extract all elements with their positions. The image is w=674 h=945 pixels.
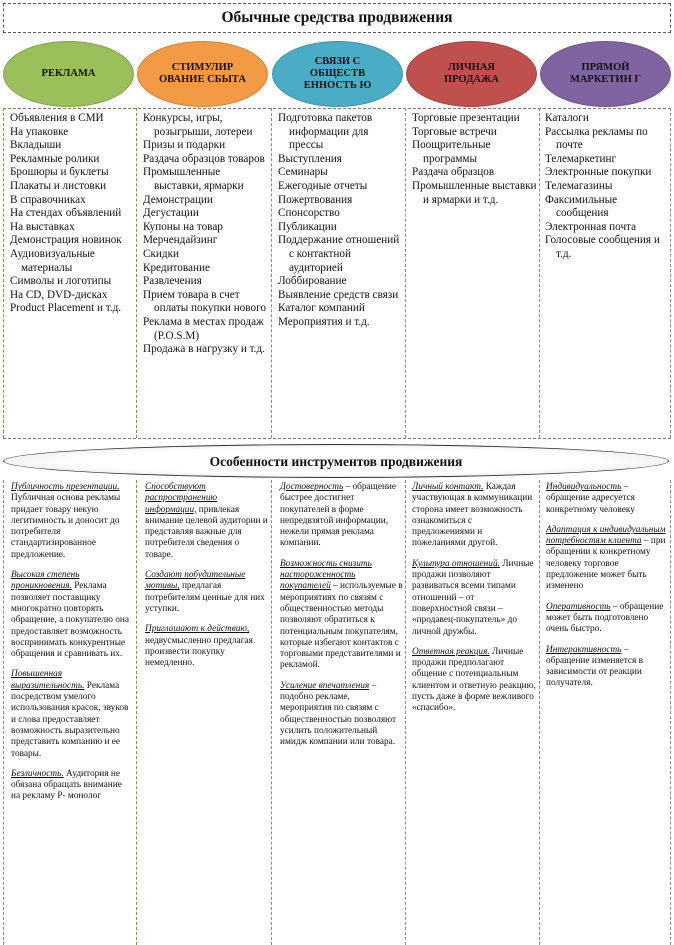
feature-heading: Способствуют распространению информации,	[145, 482, 218, 515]
list-item: Голосовые сообщения и т.д.	[545, 234, 660, 260]
feature-text: – используемые в мероприятиях по связям с общественностью методы позволяют обратиться к потенциальным покупателям, которые избегают контактов с торговыми представителями и рекламой.	[280, 581, 403, 671]
list-item: Призы и подарки	[143, 139, 226, 152]
list-item: Факсимильные сообщения	[545, 193, 618, 220]
list-item: На упаковке	[10, 125, 69, 138]
features-reklama	[11, 482, 133, 812]
upper-grid-top	[3, 108, 671, 109]
oval-svyazi	[272, 41, 403, 107]
feature-block	[280, 559, 403, 672]
list-item: Торговые встречи	[412, 125, 497, 138]
oval-label: РЕКЛАМА	[41, 68, 96, 79]
list-item: Продажа в нагрузку и т.д.	[143, 343, 265, 356]
lower-divider	[136, 480, 137, 945]
feature-block	[412, 482, 536, 550]
feature-text: Реклама позволяет поставщику многократно повторять обращение, а покупателю она предоставляет возможность воспринимать конкурентные обращения и сравнивать их.	[11, 581, 129, 660]
column-stimulirovanie	[143, 112, 269, 357]
list-item: Раздача образцов	[412, 166, 495, 179]
feature-block	[546, 602, 668, 636]
oval-pryamoy	[540, 41, 671, 107]
feature-block	[546, 482, 668, 516]
list-item: Product Placement и т.д.	[10, 302, 122, 315]
list-item: Торговые презентации	[412, 112, 520, 124]
oval-label: ПРЯМОЙ МАРКЕТИН Г	[569, 62, 642, 85]
feature-text: недвусмысленно предлагая произвести покупку немедленно.	[145, 635, 253, 669]
feature-heading: Ответная реакция.	[412, 646, 490, 657]
lower-divider	[271, 480, 272, 945]
column-reklama	[10, 112, 134, 316]
feature-block	[412, 559, 536, 638]
feature-text: – обращение изменяется в зависимости от реакции получателя.	[546, 644, 644, 689]
list-item: Демонстрации	[143, 193, 213, 206]
feature-block	[145, 624, 269, 669]
feature-text: Реклама посредством умелого использования красок, звуков и слова предоставляет возможность выразительно представить компанию и ее товары.	[11, 680, 129, 759]
feature-text: Аудитория не обязана обращать внимание на рекламу Р- монолог	[11, 768, 122, 802]
list-item: Поддержание отношений с контактной аудиторией	[278, 234, 400, 274]
list-item: Аудиовизуальные материалы	[10, 247, 95, 274]
list-item: Раздача образцов товаров	[143, 152, 265, 165]
list-item: Телемаркетинг	[545, 152, 617, 165]
feature-block	[412, 647, 536, 715]
list-item: Демонстрация новинок	[10, 234, 122, 247]
list-item: Семинары	[278, 166, 328, 179]
feature-block	[11, 482, 133, 561]
oval-stimulirovanie	[137, 41, 268, 107]
feature-block	[11, 669, 133, 759]
feature-text: Публичная основа рекламы придает товару некую легитимность и доносит до потребителя стандартизированное предложение.	[11, 493, 121, 560]
list-item: Плакаты и листовки	[10, 179, 107, 192]
list-item: На CD, DVD-дисках	[10, 288, 108, 301]
upper-grid-bottom	[3, 438, 671, 439]
list-item: Каталоги	[545, 112, 589, 124]
list-item: Дегустации	[143, 207, 199, 220]
list-item: Публикации	[278, 220, 337, 233]
list-item: Промышленные выставки, ярмарки	[143, 166, 244, 192]
upper-divider	[3, 108, 4, 438]
feature-heading: Публичность презентации.	[11, 482, 120, 492]
feature-heading: Достоверность	[280, 482, 344, 492]
list-item: Скидки	[143, 247, 179, 260]
list-item: Лоббирование	[278, 275, 347, 288]
list-item: На стендах объявлений	[10, 207, 122, 220]
feature-text: – подобно рекламе, мероприятия по связям с общественностью позволяют усилить положительный имидж компании или товара.	[280, 680, 397, 748]
lower-divider	[670, 480, 671, 945]
lower-divider	[3, 480, 4, 945]
features-banner: Особенности инструментов продвижения	[3, 444, 669, 478]
feature-heading: Повышенная выразительность.	[11, 669, 85, 691]
list-item: Поощрительные программы	[412, 139, 491, 165]
list-item: Купоны на товар	[143, 220, 223, 233]
list-item: Реклама в местах продаж (P.O.S.M)	[143, 315, 264, 342]
list-item: Электронные покупки	[545, 166, 652, 179]
list-item: Подготовка пакетов информации для прессы	[278, 112, 373, 152]
oval-label: ЛИЧНАЯ ПРОДАЖА	[444, 62, 499, 85]
feature-heading: Безличность.	[11, 768, 64, 779]
upper-divider	[271, 108, 272, 438]
feature-text: Личные продажи позволяют развиваться всеми типами отношений – от поверхностной связи – «продавец-покупатель» до личной дружбы.	[412, 558, 534, 637]
list-item: Мерчендайзинг	[143, 234, 218, 247]
feature-heading: Создают побудительные мотивы,	[145, 570, 246, 592]
list-item: Конкурсы, игры, розыгрыши, лотереи	[143, 112, 253, 138]
column-svyazi	[278, 112, 404, 330]
list-item: Выявление средств связи	[278, 288, 399, 301]
upper-divider	[670, 108, 671, 438]
feature-heading: Приглашают к действию,	[145, 624, 250, 635]
feature-text: – при обращении к конкретному человеку торговое предложение может быть изменено	[546, 536, 666, 592]
list-item: Ежегодные отчеты	[278, 179, 368, 192]
oval-label: СВЯЗИ С ОБЩЕСТВ ЕННОСТЬ Ю	[303, 56, 372, 91]
feature-block	[546, 645, 668, 690]
feature-heading: Возможность снизить настороженность покупателей	[280, 558, 372, 592]
lower-divider	[539, 480, 540, 945]
feature-block	[145, 570, 269, 615]
features-svyazi	[280, 482, 403, 758]
list-item: Рассылка рекламы по почте	[545, 125, 648, 152]
list-item: Мероприятия и т.д.	[278, 315, 370, 328]
list-item: В справочниках	[10, 193, 86, 206]
feature-block	[145, 482, 269, 561]
features-lichnaya	[412, 482, 536, 724]
feature-block	[546, 525, 668, 593]
upper-divider	[539, 108, 540, 438]
list-item: Объявления в СМИ	[10, 112, 104, 124]
feature-block	[280, 681, 403, 749]
features-stimulirovanie	[145, 482, 269, 678]
page-title: Обычные средства продвижения	[3, 3, 671, 33]
list-item: Кредитование	[143, 261, 210, 274]
list-item: Прием товара в счет оплаты покупки нового	[143, 288, 266, 315]
list-item: Спонсорство	[278, 207, 340, 220]
feature-text: Личные продажи предполагают общение с потенциальным клиентом и ответную реакцию, пусть даже в форме вежливого «спасибо».	[412, 646, 536, 714]
feature-text: – обращение может быть подготовлено очень быстро.	[546, 601, 664, 635]
list-item: Промышленные выставки и ярмарки и т.д.	[412, 179, 537, 206]
list-item: Брошюры и буклеты	[10, 166, 109, 179]
list-item: Телемагазины	[545, 179, 613, 192]
feature-text: – обращение адресуется конкретному человеку	[546, 482, 635, 515]
features-pryamoy	[546, 482, 668, 699]
list-item: Каталог компаний	[278, 302, 365, 315]
list-item: Символы и логотипы	[10, 275, 112, 288]
feature-heading: Высокая степень проникновения.	[11, 570, 80, 592]
feature-heading: Интерактивность	[546, 644, 622, 655]
list-item: На выставках	[10, 220, 75, 233]
list-item: Рекламные ролики	[10, 152, 100, 165]
feature-block	[11, 570, 133, 660]
feature-heading: Личный контакт.	[412, 482, 484, 492]
list-item: Вкладыши	[10, 139, 62, 152]
feature-text: – обращение быстрее достигнет покупателей в форме непредвзятой информации, нежели прямая реклама компании.	[280, 482, 397, 549]
feature-text: привлекая внимание целевой аудитории и представляя важные для потребителя сведения о товаре.	[145, 504, 268, 560]
column-pryamoy	[545, 112, 669, 262]
upper-divider	[136, 108, 137, 438]
feature-heading: Адаптация к индивидуальным потребностям клиента	[546, 524, 666, 547]
feature-block	[11, 769, 133, 803]
feature-heading: Усиление впечатления	[280, 680, 370, 691]
feature-heading: Индивидуальность	[546, 482, 622, 492]
list-item: Пожертвования	[278, 193, 353, 206]
oval-lichnaya	[406, 41, 537, 107]
feature-text: предлагая потребителям ценные для них уступки.	[145, 581, 265, 614]
column-lichnaya	[412, 112, 538, 207]
list-item: Развлечения	[143, 275, 202, 288]
lower-divider	[405, 480, 406, 945]
list-item: Электронная почта	[545, 220, 637, 233]
feature-text: Каждая участвующая в коммуникации сторона имеет возможность ознакомиться с предложениями и пожеланиями другой.	[412, 482, 533, 549]
oval-label: СТИМУЛИР ОВАНИЕ СБЫТА	[159, 62, 246, 85]
oval-reklama	[3, 41, 134, 107]
feature-block	[280, 482, 403, 550]
upper-divider	[405, 108, 406, 438]
list-item: Выступления	[278, 152, 342, 165]
feature-heading: Оперативность	[546, 601, 611, 612]
feature-heading: Культура отношений.	[412, 558, 500, 569]
